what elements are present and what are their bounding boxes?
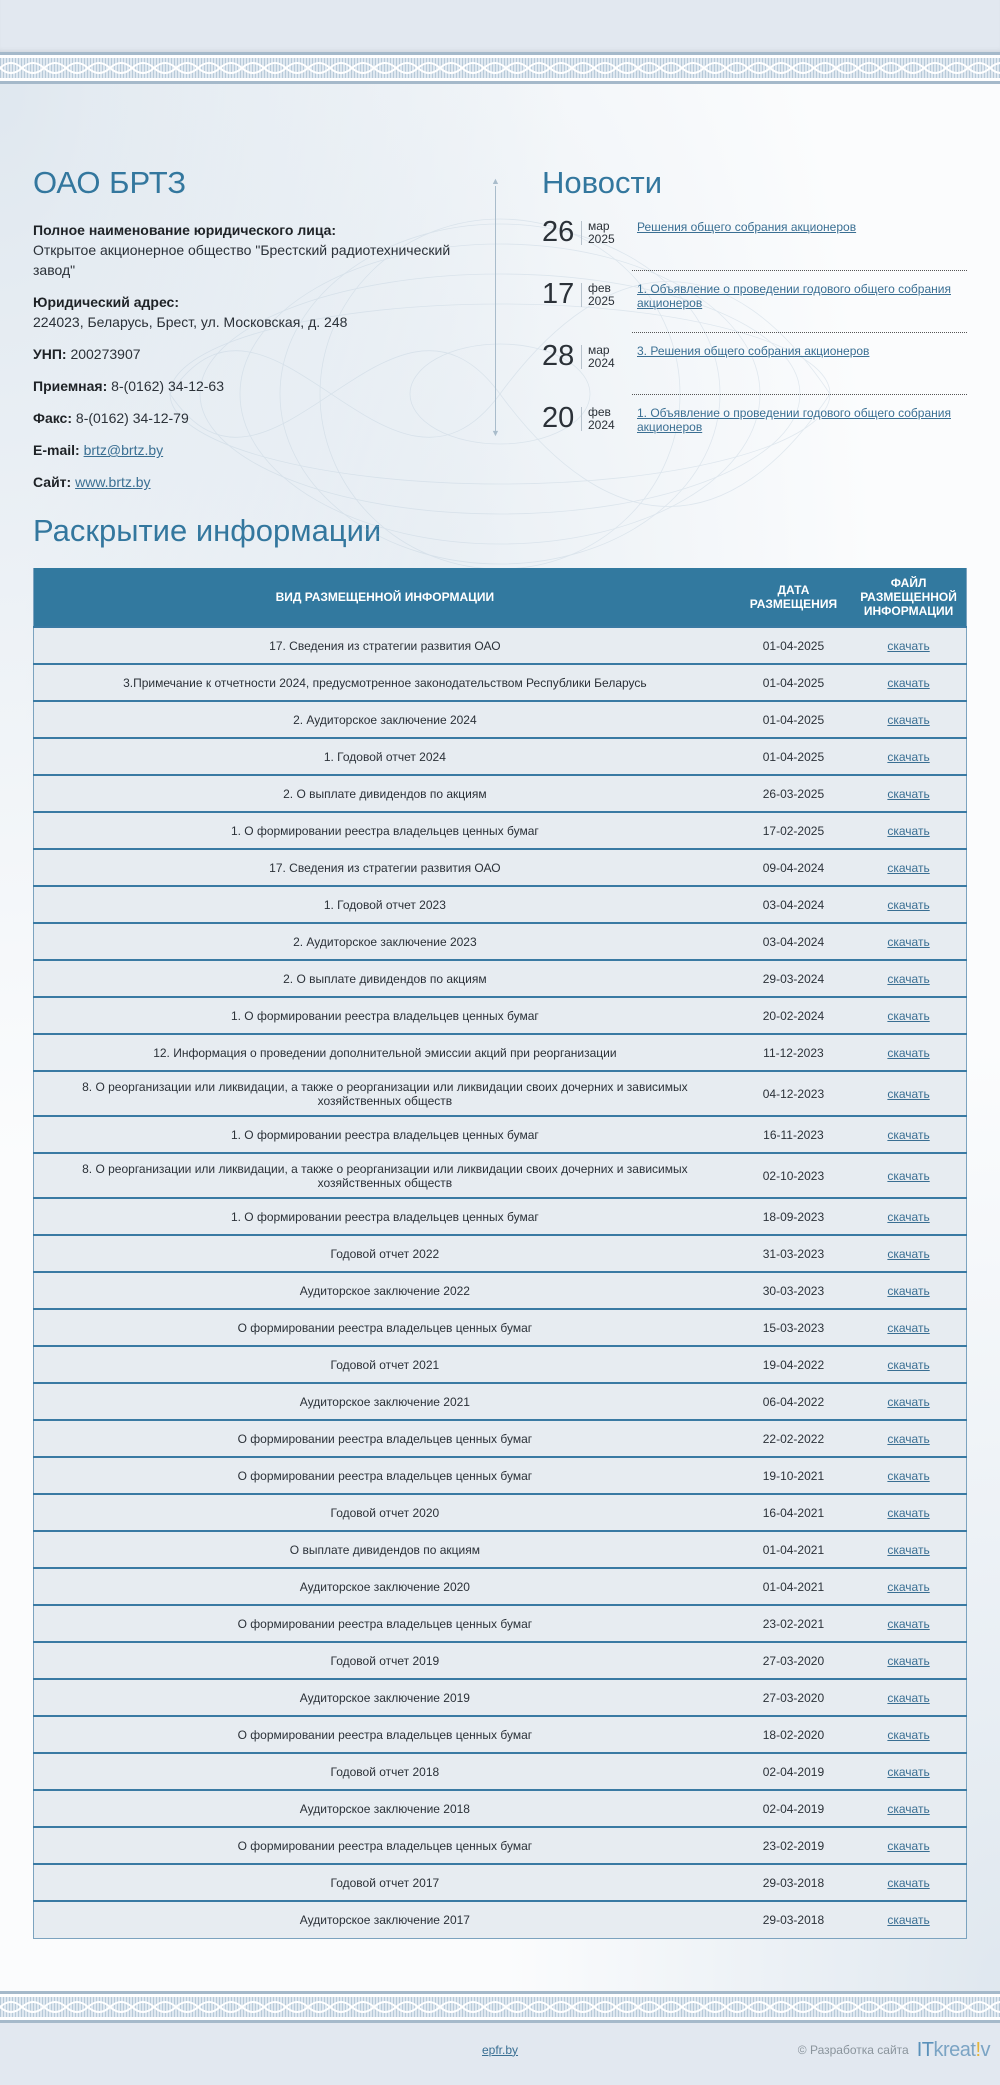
download-link[interactable]: скачать xyxy=(887,1616,930,1631)
cell-date: 30-03-2023 xyxy=(736,1272,851,1309)
table-row xyxy=(34,1790,967,1827)
news-month-year: мар 2025 xyxy=(588,218,615,246)
cell-date: 19-10-2021 xyxy=(736,1457,851,1494)
cell-type: О формировании реестра владельцев ценных бумаг xyxy=(34,1605,736,1642)
cell-type: 2. Аудиторское заключение 2024 xyxy=(34,701,736,738)
news-title: Новости xyxy=(542,165,663,200)
field-unp xyxy=(33,344,457,364)
cell-file xyxy=(851,1383,966,1420)
cell-date: 16-11-2023 xyxy=(736,1116,851,1153)
cell-type: 1. О формировании реестра владельцев ценных бумаг xyxy=(34,812,736,849)
download-link[interactable]: скачать xyxy=(887,1505,930,1520)
footer xyxy=(0,2023,1000,2085)
download-link[interactable]: скачать xyxy=(887,1912,930,1927)
download-link[interactable]: скачать xyxy=(887,934,930,949)
field-label: Полное наименование юридического лица: xyxy=(33,222,337,239)
cell-file xyxy=(851,1420,966,1457)
news-date xyxy=(542,404,637,433)
cell-type: 1. О формировании реестра владельцев ценных бумаг xyxy=(34,1198,736,1235)
cell-type: 2. О выплате дивидендов по акциям xyxy=(34,960,736,997)
cell-date: 20-02-2024 xyxy=(736,997,851,1034)
table-row xyxy=(34,1153,967,1198)
download-link[interactable]: скачать xyxy=(887,1801,930,1816)
download-link[interactable]: скачать xyxy=(887,1246,930,1261)
table-row xyxy=(34,1494,967,1531)
table-row xyxy=(34,1753,967,1790)
field-reception-phone xyxy=(33,376,457,396)
cell-date: 29-03-2024 xyxy=(736,960,851,997)
download-link[interactable]: скачать xyxy=(887,1468,930,1483)
news-date xyxy=(542,218,637,247)
cell-file xyxy=(851,701,966,738)
news-month-year: мар 2024 xyxy=(588,342,615,370)
download-link[interactable]: скачать xyxy=(887,1283,930,1298)
table-row xyxy=(34,738,967,775)
news-date-separator xyxy=(581,407,582,431)
cell-file xyxy=(851,1642,966,1679)
cell-file xyxy=(851,1531,966,1568)
table-row xyxy=(34,1531,967,1568)
cell-date: 19-04-2022 xyxy=(736,1346,851,1383)
cell-file xyxy=(851,1346,966,1383)
field-label: Юридический адрес: xyxy=(33,294,179,311)
credit-text: © Разработка сайта xyxy=(797,2043,909,2058)
field-value: 8-(0162) 34-12-63 xyxy=(111,378,225,395)
table-row xyxy=(34,1568,967,1605)
ornament-wave-icon xyxy=(0,58,1000,78)
cell-date: 01-04-2025 xyxy=(736,738,851,775)
news-item xyxy=(542,404,967,466)
field-value: Открытое акционерное общество "Брестский радиотехнический завод" xyxy=(33,242,451,279)
download-link[interactable]: скачать xyxy=(887,1045,930,1060)
cell-type: О формировании реестра владельцев ценных бумаг xyxy=(34,1309,736,1346)
table-row xyxy=(34,1457,967,1494)
cell-date: 26-03-2025 xyxy=(736,775,851,812)
cell-type: Аудиторское заключение 2018 xyxy=(34,1790,736,1827)
cell-file xyxy=(851,1153,966,1198)
cell-type: О формировании реестра владельцев ценных бумаг xyxy=(34,1457,736,1494)
cell-file xyxy=(851,1827,966,1864)
cell-file xyxy=(851,1272,966,1309)
cell-file xyxy=(851,1716,966,1753)
download-link[interactable]: скачать xyxy=(887,786,930,801)
table-row xyxy=(34,1827,967,1864)
news-day: 20 xyxy=(542,402,575,435)
cell-date: 17-02-2025 xyxy=(736,812,851,849)
cell-date: 18-09-2023 xyxy=(736,1198,851,1235)
cell-date: 03-04-2024 xyxy=(736,886,851,923)
table-row xyxy=(34,1420,967,1457)
cell-type: 1. Годовой отчет 2023 xyxy=(34,886,736,923)
cell-file xyxy=(851,1605,966,1642)
table-header-row xyxy=(34,568,967,627)
cell-date: 01-04-2025 xyxy=(736,664,851,701)
download-link[interactable]: скачать xyxy=(887,1727,930,1742)
cell-type: 17. Сведения из стратегии развития ОАО xyxy=(34,849,736,886)
column-divider xyxy=(477,166,542,504)
cell-file xyxy=(851,1790,966,1827)
header-type: ВИД РАЗМЕЩЕННОЙ ИНФОРМАЦИИ xyxy=(34,568,736,627)
company-info xyxy=(33,166,477,504)
table-row xyxy=(34,1071,967,1116)
table-row xyxy=(34,775,967,812)
main-content xyxy=(0,84,1000,1991)
table-row xyxy=(34,1198,967,1235)
cell-date: 09-04-2024 xyxy=(736,849,851,886)
cell-file xyxy=(851,627,966,664)
download-link[interactable]: скачать xyxy=(887,1127,930,1142)
download-link[interactable]: скачать xyxy=(887,1086,930,1101)
download-link[interactable]: скачать xyxy=(887,1394,930,1409)
cell-file xyxy=(851,1116,966,1153)
cell-type: Аудиторское заключение 2022 xyxy=(34,1272,736,1309)
cell-file xyxy=(851,997,966,1034)
cell-file xyxy=(851,664,966,701)
cell-file xyxy=(851,1901,966,1938)
disclosure-section xyxy=(33,514,967,1939)
cell-file xyxy=(851,849,966,886)
ornament-wave-icon xyxy=(0,1997,1000,2017)
cell-type: О формировании реестра владельцев ценных бумаг xyxy=(34,1716,736,1753)
cell-file xyxy=(851,886,966,923)
cell-file xyxy=(851,1679,966,1716)
table-row xyxy=(34,1235,967,1272)
table-row xyxy=(34,1864,967,1901)
cell-file xyxy=(851,1457,966,1494)
cell-type: 1. О формировании реестра владельцев ценных бумаг xyxy=(34,997,736,1034)
cell-type: 2. Аудиторское заключение 2023 xyxy=(34,923,736,960)
cell-file xyxy=(851,812,966,849)
field-label: E-mail: xyxy=(33,442,80,459)
cell-type: О формировании реестра владельцев ценных бумаг xyxy=(34,1420,736,1457)
disclosure-table xyxy=(33,568,967,1939)
table-row xyxy=(34,1272,967,1309)
table-row xyxy=(34,923,967,960)
news-link[interactable]: Решения общего собрания акционеров xyxy=(637,220,857,235)
field-value: 200273907 xyxy=(70,346,141,363)
cell-type: О выплате дивидендов по акциям xyxy=(34,1531,736,1568)
cell-type: 8. О реорганизации или ликвидации, а также о реорганизации или ликвидации своих дочерних и зависимых хозяйственных обществ xyxy=(34,1153,736,1198)
cell-file xyxy=(851,1568,966,1605)
divider-finial-top-icon: ▲ xyxy=(490,176,500,186)
cell-date: 31-03-2023 xyxy=(736,1235,851,1272)
cell-type: Годовой отчет 2017 xyxy=(34,1864,736,1901)
cell-date: 01-04-2025 xyxy=(736,627,851,664)
cell-file xyxy=(851,960,966,997)
cell-date: 23-02-2021 xyxy=(736,1605,851,1642)
download-link[interactable]: скачать xyxy=(887,1875,930,1890)
field-label: УНП: xyxy=(33,346,67,363)
table-row xyxy=(34,1716,967,1753)
news-date-separator xyxy=(581,283,582,307)
news-day: 17 xyxy=(542,278,575,311)
top-band xyxy=(0,0,1000,52)
table-row xyxy=(34,997,967,1034)
cell-date: 29-03-2018 xyxy=(736,1864,851,1901)
cell-file xyxy=(851,1309,966,1346)
news-date-separator xyxy=(581,221,582,245)
cell-date: 02-04-2019 xyxy=(736,1753,851,1790)
news-month-year: фев 2024 xyxy=(588,404,615,432)
table-row xyxy=(34,1642,967,1679)
download-link[interactable]: скачать xyxy=(887,749,930,764)
disclosure-title: Раскрытие информации xyxy=(33,513,382,549)
download-link[interactable]: скачать xyxy=(887,1690,930,1705)
cell-file xyxy=(851,775,966,812)
download-link[interactable]: скачать xyxy=(887,823,930,838)
download-link[interactable]: скачать xyxy=(887,1357,930,1372)
field-label: Факс: xyxy=(33,410,73,427)
table-row xyxy=(34,960,967,997)
cell-date: 03-04-2024 xyxy=(736,923,851,960)
field-value: 224023, Беларусь, Брест, ул. Московская, д. 248 xyxy=(33,314,348,331)
news-day: 28 xyxy=(542,340,575,373)
download-link[interactable]: скачать xyxy=(887,1542,930,1557)
table-row xyxy=(34,1679,967,1716)
header-date: ДАТА РАЗМЕЩЕНИЯ xyxy=(736,568,851,627)
download-link[interactable]: скачать xyxy=(887,1320,930,1335)
cell-date: 06-04-2022 xyxy=(736,1383,851,1420)
cell-type: Годовой отчет 2019 xyxy=(34,1642,736,1679)
field-email xyxy=(33,440,457,460)
field-legal-address xyxy=(33,292,457,332)
download-link[interactable]: скачать xyxy=(887,1579,930,1594)
field-fax xyxy=(33,408,457,428)
cell-type: 3.Примечание к отчетности 2024, предусмотренное законодательством Республики Беларусь xyxy=(34,664,736,701)
table-row xyxy=(34,1346,967,1383)
download-link[interactable]: скачать xyxy=(887,1764,930,1779)
download-link[interactable]: скачать xyxy=(887,1431,930,1446)
download-link[interactable]: скачать xyxy=(887,638,930,653)
download-link[interactable]: скачать xyxy=(887,897,930,912)
cell-date: 27-03-2020 xyxy=(736,1679,851,1716)
download-link[interactable]: скачать xyxy=(887,1653,930,1668)
news-date xyxy=(542,342,637,371)
cell-file xyxy=(851,1235,966,1272)
cell-type: Годовой отчет 2021 xyxy=(34,1346,736,1383)
developer-credit[interactable] xyxy=(798,2039,990,2062)
download-link[interactable]: скачать xyxy=(887,1838,930,1853)
download-link[interactable]: скачать xyxy=(887,971,930,986)
cell-date: 11-12-2023 xyxy=(736,1034,851,1071)
field-label: Сайт: xyxy=(33,474,72,491)
cell-type: Аудиторское заключение 2017 xyxy=(34,1901,736,1938)
cell-file xyxy=(851,1753,966,1790)
table-row xyxy=(34,1383,967,1420)
download-link[interactable]: скачать xyxy=(887,1008,930,1023)
header-ornament xyxy=(0,52,1000,84)
cell-date: 23-02-2019 xyxy=(736,1827,851,1864)
cell-date: 18-02-2020 xyxy=(736,1716,851,1753)
itkreativ-logo: ITkreat!v xyxy=(916,2038,990,2061)
news-month-year: фев 2025 xyxy=(588,280,615,308)
field-website xyxy=(33,472,457,492)
news-section xyxy=(542,166,967,504)
download-link[interactable]: скачать xyxy=(887,675,930,690)
download-link[interactable]: скачать xyxy=(887,712,930,727)
news-date xyxy=(542,280,637,309)
news-link[interactable]: 1. Объявление о проведении годового общего собрания акционеров xyxy=(637,282,951,311)
cell-date: 04-12-2023 xyxy=(736,1071,851,1116)
cell-date: 27-03-2020 xyxy=(736,1642,851,1679)
field-full-name xyxy=(33,220,457,280)
table-row xyxy=(34,1034,967,1071)
cell-date: 01-04-2021 xyxy=(736,1531,851,1568)
header-file: ФАЙЛ РАЗМЕЩЕННОЙ ИНФОРМАЦИИ xyxy=(851,568,966,627)
cell-date: 16-04-2021 xyxy=(736,1494,851,1531)
table-row xyxy=(34,1605,967,1642)
table-row xyxy=(34,627,967,664)
news-day: 26 xyxy=(542,216,575,249)
table-row xyxy=(34,701,967,738)
cell-file xyxy=(851,1864,966,1901)
cell-file xyxy=(851,1034,966,1071)
cell-date: 01-04-2025 xyxy=(736,701,851,738)
table-row xyxy=(34,886,967,923)
cell-date: 01-04-2021 xyxy=(736,1568,851,1605)
cell-file xyxy=(851,738,966,775)
cell-type: Годовой отчет 2020 xyxy=(34,1494,736,1531)
cell-type: О формировании реестра владельцев ценных бумаг xyxy=(34,1827,736,1864)
cell-type: Годовой отчет 2022 xyxy=(34,1235,736,1272)
cell-type: 1. Годовой отчет 2024 xyxy=(34,738,736,775)
download-link[interactable]: скачать xyxy=(887,1209,930,1224)
cell-type: Аудиторское заключение 2020 xyxy=(34,1568,736,1605)
table-row xyxy=(34,812,967,849)
cell-date: 02-10-2023 xyxy=(736,1153,851,1198)
table-row xyxy=(34,664,967,701)
company-title: ОАО БРТЗ xyxy=(33,165,187,200)
cell-type: 8. О реорганизации или ликвидации, а также о реорганизации или ликвидации своих дочерних и зависимых хозяйственных обществ xyxy=(34,1071,736,1116)
cell-type: Аудиторское заключение 2019 xyxy=(34,1679,736,1716)
news-link[interactable]: 1. Объявление о проведении годового общего собрания акционеров xyxy=(637,406,951,435)
news-date-separator xyxy=(581,345,582,369)
cell-date: 29-03-2018 xyxy=(736,1901,851,1938)
footer-ornament xyxy=(0,1991,1000,2023)
cell-type: Аудиторское заключение 2021 xyxy=(34,1383,736,1420)
news-link[interactable]: 3. Решения общего собрания акционеров xyxy=(637,344,870,359)
cell-date: 15-03-2023 xyxy=(736,1309,851,1346)
field-value: 8-(0162) 34-12-79 xyxy=(75,410,189,427)
cell-file xyxy=(851,1198,966,1235)
table-row xyxy=(34,1309,967,1346)
cell-file xyxy=(851,1494,966,1531)
cell-file xyxy=(851,923,966,960)
cell-date: 22-02-2022 xyxy=(736,1420,851,1457)
field-label: Приемная: xyxy=(33,378,108,395)
footer-epfr-link[interactable]: epfr.by xyxy=(482,2042,519,2057)
cell-type: Годовой отчет 2018 xyxy=(34,1753,736,1790)
table-row xyxy=(34,849,967,886)
email-link[interactable]: brtz@brtz.by xyxy=(83,442,164,459)
cell-type: 12. Информация о проведении дополнительной эмиссии акций при реорганизации xyxy=(34,1034,736,1071)
table-row xyxy=(34,1901,967,1938)
cell-file xyxy=(851,1071,966,1116)
divider-finial-bottom-icon: ▼ xyxy=(490,428,500,438)
download-link[interactable]: скачать xyxy=(887,860,930,875)
table-row xyxy=(34,1116,967,1153)
cell-type: 1. О формировании реестра владельцев ценных бумаг xyxy=(34,1116,736,1153)
cell-date: 02-04-2019 xyxy=(736,1790,851,1827)
cell-type: 17. Сведения из стратегии развития ОАО xyxy=(34,627,736,664)
cell-type: 2. О выплате дивидендов по акциям xyxy=(34,775,736,812)
download-link[interactable]: скачать xyxy=(887,1168,930,1183)
website-link[interactable]: www.brtz.by xyxy=(75,474,151,491)
